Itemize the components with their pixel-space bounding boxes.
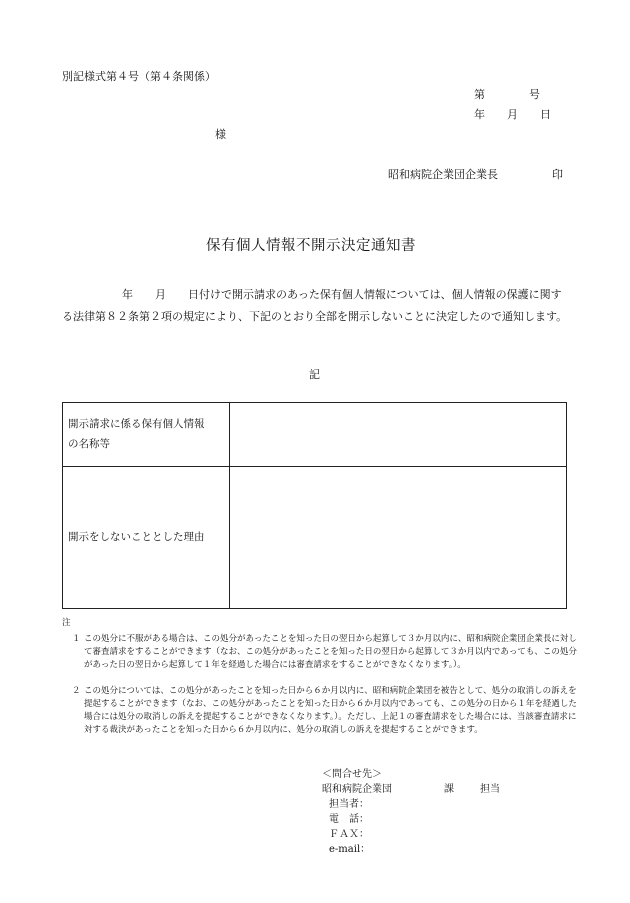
note-number: １ [72,634,81,644]
contact-heading: ＜問合せ先＞ [322,769,382,780]
contact-fax-label: ＦＡＸ： [329,829,369,840]
contact-tanto: 担当 [480,784,500,795]
note-item [72,633,584,672]
note-item [72,685,584,737]
contact-email-label: e-mail： [329,844,371,855]
body-paragraph: 年 月 日付けで開示請求のあった保有個人情報については、個人情報の保護に関する法律第８２条第２項の規定により、下記のとおり全部を開示しないことに決定したので通知します。 [62,288,568,323]
contact-org: 昭和病院企業団 [322,784,392,795]
issuer-name: 昭和病院企業団企業長 [388,168,498,181]
row1-label-line2: の名称等 [68,438,110,450]
recipient-suffix: 様 [215,128,226,141]
contact-phone-label: 電 話： [329,814,369,825]
row1-label-line1: 開示請求に係る保有個人情報 [68,418,205,430]
row1-label [68,414,205,454]
table-column-divider [229,403,230,608]
document-number: 第 号 [474,88,540,101]
contact-person-label: 担当者： [329,799,369,810]
form-label: 別記様式第４号（第４条関係） [62,70,216,83]
document-title: 保有個人情報不開示決定通知書 [206,238,416,254]
row2-label: 開示をしないこととした理由 [68,531,205,543]
seal-mark: 印 [552,168,563,181]
issue-date: 年 月 日 [474,108,551,121]
note-number: ２ [72,686,81,696]
ki-mark: 記 [309,368,320,381]
note-text: この処分に不服がある場合は、この処分があったことを知った日の翌日から起算して３か月以内に、昭和病院企業団企業長に対して審査請求をすることができます（なお、この処分があったことを知った日の翌日から起算して３か月以内であっても、この処分があった日の翌日から起算して１年を経過した場合には審査請求をすることができなくなります。）。 [84,634,577,670]
note-text: この処分については、この処分があったことを知った日から６か月以内に、昭和病院企業団を被告として、処分の取消しの訴えを提起することができます（なお、この処分があったことを知った日から６か月以内であっても、この処分の日から１年を経過した場合には処分の取消しの訴えを提起することができなくなります。）。ただし、上記１の審査請求をした場合には、当該審査請求に対する裁決があったことを知った日から６か月以内に、処分の取消しの訴えを提起することができます。 [84,686,577,735]
table-row-divider [63,466,566,467]
contact-ka: 課 [444,784,454,795]
details-table [62,402,567,609]
notes-heading: 注 [62,618,71,628]
